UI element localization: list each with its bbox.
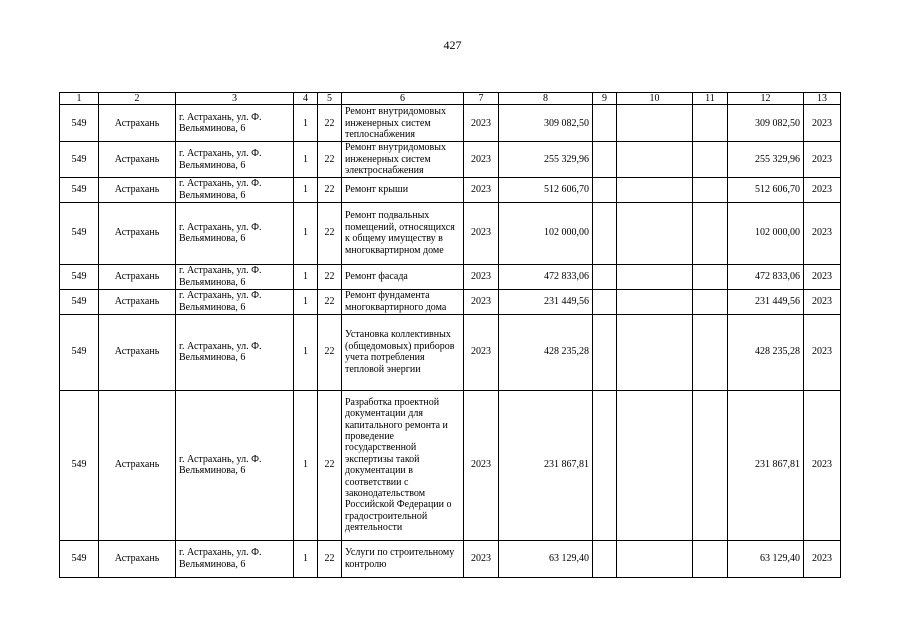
work-type-cell: Услуги по строительному контролю (342, 540, 464, 577)
col9-cell (593, 314, 617, 390)
table-row (60, 177, 841, 202)
year-cell: 2023 (464, 264, 499, 289)
total-cell: 102 000,00 (728, 202, 804, 264)
table-row (60, 264, 841, 289)
work-type-cell: Ремонт фундамента многоквартирного дома (342, 289, 464, 314)
city-cell: Астрахань (99, 202, 176, 264)
page-number: 427 (443, 38, 462, 52)
city-cell: Астрахань (99, 390, 176, 540)
table-row (60, 540, 841, 577)
col11-cell (693, 540, 728, 577)
cost-cell: 512 606,70 (499, 177, 593, 202)
col5-cell: 22 (318, 264, 342, 289)
end-year-cell: 2023 (804, 540, 841, 577)
row-number: 549 (60, 314, 99, 390)
work-type-cell: Ремонт внутридомовых инженерных систем теплоснабжения (342, 105, 464, 142)
col5-cell: 22 (318, 540, 342, 577)
end-year-cell: 2023 (804, 314, 841, 390)
row-number: 549 (60, 202, 99, 264)
header-cell: 9 (593, 93, 617, 105)
row-number: 549 (60, 177, 99, 202)
header-cell: 3 (176, 93, 294, 105)
col4-cell: 1 (294, 142, 318, 177)
col10-cell (617, 105, 693, 142)
address-cell: г. Астрахань, ул. Ф. Вельяминова, 6 (176, 540, 294, 577)
table-row (60, 289, 841, 314)
city-cell: Астрахань (99, 142, 176, 177)
col10-cell (617, 390, 693, 540)
total-cell: 231 449,56 (728, 289, 804, 314)
address-cell: г. Астрахань, ул. Ф. Вельяминова, 6 (176, 390, 294, 540)
cost-cell: 231 449,56 (499, 289, 593, 314)
capital-repair-table (59, 92, 841, 578)
col9-cell (593, 289, 617, 314)
end-year-cell: 2023 (804, 264, 841, 289)
header-cell: 5 (318, 93, 342, 105)
col10-cell (617, 264, 693, 289)
address-cell: г. Астрахань, ул. Ф. Вельяминова, 6 (176, 289, 294, 314)
header-cell: 12 (728, 93, 804, 105)
header-cell: 8 (499, 93, 593, 105)
header-cell: 7 (464, 93, 499, 105)
address-cell: г. Астрахань, ул. Ф. Вельяминова, 6 (176, 264, 294, 289)
work-type-cell: Ремонт крыши (342, 177, 464, 202)
col9-cell (593, 202, 617, 264)
city-cell: Астрахань (99, 289, 176, 314)
year-cell: 2023 (464, 142, 499, 177)
work-type-cell: Установка коллективных (общедомовых) приборов учета потребления тепловой энергии (342, 314, 464, 390)
col4-cell: 1 (294, 177, 318, 202)
col11-cell (693, 202, 728, 264)
col11-cell (693, 177, 728, 202)
work-type-cell: Разработка проектной документации для капитального ремонта и проведение государственной экспертизы такой документации в соответствии с законодательством Российской Федерации о градостроительной деятельности (342, 390, 464, 540)
end-year-cell: 2023 (804, 105, 841, 142)
col4-cell: 1 (294, 390, 318, 540)
end-year-cell: 2023 (804, 390, 841, 540)
total-cell: 63 129,40 (728, 540, 804, 577)
col9-cell (593, 105, 617, 142)
year-cell: 2023 (464, 105, 499, 142)
col11-cell (693, 390, 728, 540)
col10-cell (617, 202, 693, 264)
work-type-cell: Ремонт фасада (342, 264, 464, 289)
col5-cell: 22 (318, 177, 342, 202)
year-cell: 2023 (464, 289, 499, 314)
end-year-cell: 2023 (804, 202, 841, 264)
col4-cell: 1 (294, 314, 318, 390)
col5-cell: 22 (318, 202, 342, 264)
address-cell: г. Астрахань, ул. Ф. Вельяминова, 6 (176, 177, 294, 202)
table-body (60, 93, 841, 578)
cost-cell: 309 082,50 (499, 105, 593, 142)
end-year-cell: 2023 (804, 142, 841, 177)
header-row (60, 93, 841, 105)
work-type-cell: Ремонт внутридомовых инженерных систем электроснабжения (342, 142, 464, 177)
year-cell: 2023 (464, 202, 499, 264)
row-number: 549 (60, 142, 99, 177)
header-cell: 10 (617, 93, 693, 105)
header-cell: 4 (294, 93, 318, 105)
col4-cell: 1 (294, 264, 318, 289)
table-row (60, 390, 841, 540)
col4-cell: 1 (294, 105, 318, 142)
table-row (60, 105, 841, 142)
col4-cell: 1 (294, 540, 318, 577)
col5-cell: 22 (318, 289, 342, 314)
row-number: 549 (60, 264, 99, 289)
city-cell: Астрахань (99, 314, 176, 390)
address-cell: г. Астрахань, ул. Ф. Вельяминова, 6 (176, 202, 294, 264)
year-cell: 2023 (464, 177, 499, 202)
col5-cell: 22 (318, 390, 342, 540)
end-year-cell: 2023 (804, 289, 841, 314)
address-cell: г. Астрахань, ул. Ф. Вельяминова, 6 (176, 142, 294, 177)
address-cell: г. Астрахань, ул. Ф. Вельяминова, 6 (176, 314, 294, 390)
city-cell: Астрахань (99, 264, 176, 289)
table-row (60, 314, 841, 390)
col10-cell (617, 289, 693, 314)
col10-cell (617, 142, 693, 177)
col5-cell: 22 (318, 105, 342, 142)
cost-cell: 63 129,40 (499, 540, 593, 577)
city-cell: Астрахань (99, 105, 176, 142)
total-cell: 255 329,96 (728, 142, 804, 177)
col9-cell (593, 142, 617, 177)
col10-cell (617, 314, 693, 390)
header-cell: 2 (99, 93, 176, 105)
total-cell: 472 833,06 (728, 264, 804, 289)
total-cell: 512 606,70 (728, 177, 804, 202)
cost-cell: 102 000,00 (499, 202, 593, 264)
col11-cell (693, 264, 728, 289)
col9-cell (593, 540, 617, 577)
cost-cell: 428 235,28 (499, 314, 593, 390)
header-cell: 13 (804, 93, 841, 105)
col4-cell: 1 (294, 202, 318, 264)
col9-cell (593, 390, 617, 540)
cost-cell: 255 329,96 (499, 142, 593, 177)
row-number: 549 (60, 390, 99, 540)
address-cell: г. Астрахань, ул. Ф. Вельяминова, 6 (176, 105, 294, 142)
row-number: 549 (60, 540, 99, 577)
col5-cell: 22 (318, 314, 342, 390)
row-number: 549 (60, 289, 99, 314)
total-cell: 231 867,81 (728, 390, 804, 540)
col5-cell: 22 (318, 142, 342, 177)
end-year-cell: 2023 (804, 177, 841, 202)
col4-cell: 1 (294, 289, 318, 314)
year-cell: 2023 (464, 540, 499, 577)
city-cell: Астрахань (99, 540, 176, 577)
col9-cell (593, 177, 617, 202)
col10-cell (617, 540, 693, 577)
total-cell: 309 082,50 (728, 105, 804, 142)
cost-cell: 231 867,81 (499, 390, 593, 540)
col11-cell (693, 142, 728, 177)
col11-cell (693, 314, 728, 390)
table-row (60, 142, 841, 177)
city-cell: Астрахань (99, 177, 176, 202)
col10-cell (617, 177, 693, 202)
cost-cell: 472 833,06 (499, 264, 593, 289)
work-type-cell: Ремонт подвальных помещений, относящихся к общему имуществу в многоквартирном доме (342, 202, 464, 264)
header-cell: 1 (60, 93, 99, 105)
year-cell: 2023 (464, 314, 499, 390)
col9-cell (593, 264, 617, 289)
year-cell: 2023 (464, 390, 499, 540)
col11-cell (693, 289, 728, 314)
header-cell: 11 (693, 93, 728, 105)
table-row (60, 202, 841, 264)
row-number: 549 (60, 105, 99, 142)
header-cell: 6 (342, 93, 464, 105)
total-cell: 428 235,28 (728, 314, 804, 390)
col11-cell (693, 105, 728, 142)
